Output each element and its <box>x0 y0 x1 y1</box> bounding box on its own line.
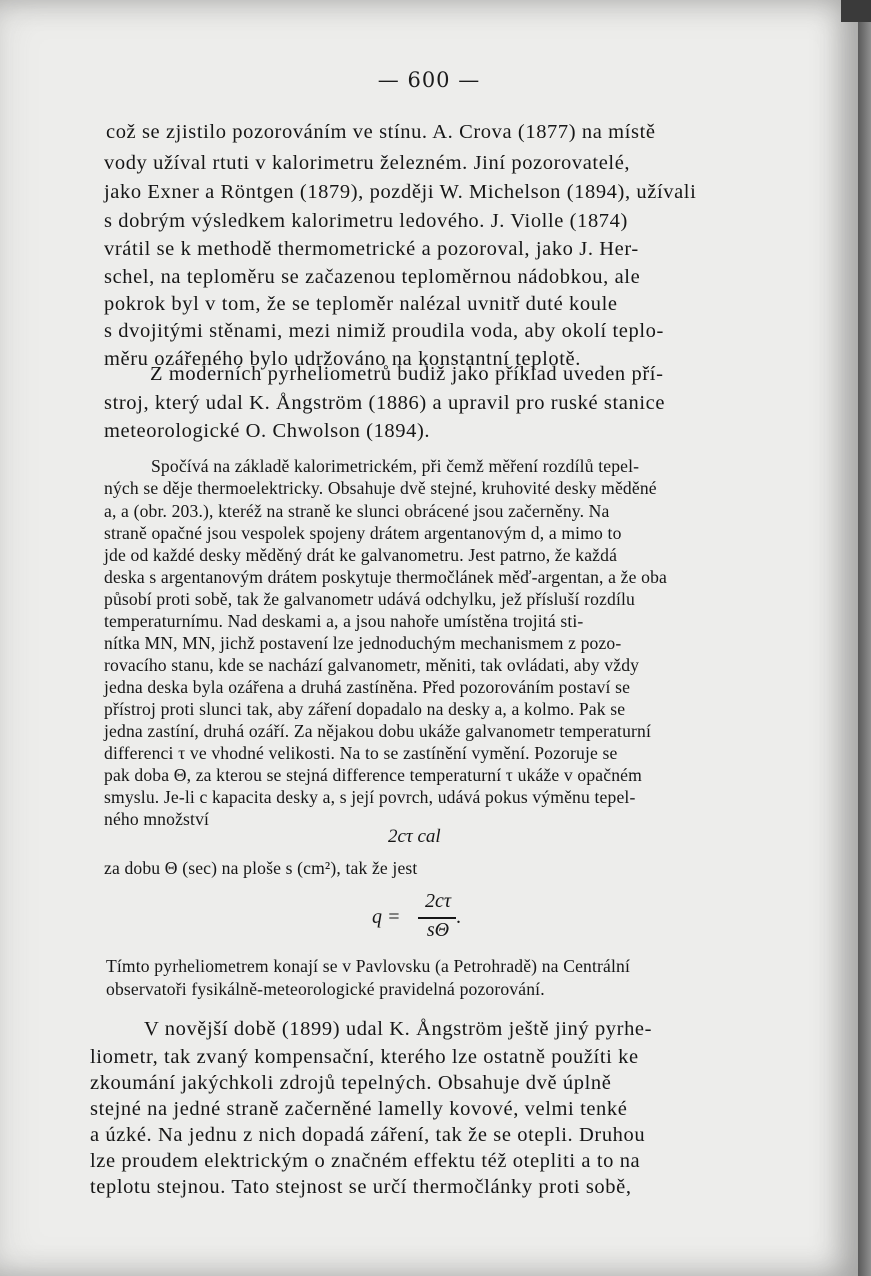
text-line: vrátil se k methodě thermometrické a pozoroval, jako J. Her- <box>104 238 639 260</box>
text-line: lze proudem elektrickým o značném effektu též otepliti a to na <box>90 1150 641 1172</box>
text-line: a úzké. Na jednu z nich dopadá záření, tak že se otepli. Druhou <box>90 1124 646 1146</box>
small-text-line: a, a (obr. 203.), kteréž na straně ke slunci obrácené jsou začerněny. Na <box>104 501 610 521</box>
text-line: stroj, který udal K. Ångström (1886) a upravil pro ruské stanice <box>104 392 666 414</box>
text-line: s dobrým výsledkem kalorimetru ledového. J. Violle (1874) <box>104 210 628 232</box>
small-text-line: nítka MN, MN, jichž postavení lze jednoduchým mechanismem z pozo- <box>104 633 622 653</box>
text-line: teplotu stejnou. Tato stejnost se určí thermočlánky proti sobě, <box>90 1176 632 1198</box>
text-line: stejné na jedné straně začerněné lamelly kovové, velmi tenké <box>90 1098 628 1120</box>
text-line: meteorologické O. Chwolson (1894). <box>104 420 431 442</box>
small-text-line: differenci τ ve vhodné velikosti. Na to se zastínění vymění. Pozoruje se <box>104 743 618 763</box>
text-line: vody užíval rtuti v kalorimetru železném. Jiní pozorovatelé, <box>104 152 631 174</box>
text-line: což se zjistilo pozorováním ve stínu. A. Crova (1877) na místě <box>106 121 656 143</box>
small-text-line: pak doba Θ, za kterou se stejná difference temperaturní τ ukáže v opačném <box>104 765 642 785</box>
formula-end: . <box>456 906 461 928</box>
small-text-line: Spočívá na základě kalorimetrickém, při čemž měření rozdílů tepel- <box>151 456 640 476</box>
text-line: schel, na teploměru se začazenou teploměrnou nádobkou, ale <box>104 266 641 288</box>
small-text-line: deska s argentanovým drátem poskytuje thermočlánek měď-argentan, a že oba <box>104 567 667 587</box>
small-text-line: ného množství <box>104 809 210 829</box>
formula-lhs: q = <box>372 906 401 928</box>
small-text-line: rovacího stanu, kde se nachází galvanometr, měniti, tak ovládati, aby vždy <box>104 655 640 675</box>
small-text-line: jedna zastíní, druhá ozáří. Za nějakou dobu ukáže galvanometr temperaturní <box>104 721 652 741</box>
text-line: liometr, tak zvaný kompensační, kterého lze ostatně použíti ke <box>90 1046 639 1068</box>
small-text-line: temperaturnímu. Nad deskami a, a jsou nahoře umístěna trojitá sti- <box>104 611 584 631</box>
formula-heat: 2cτ cal <box>388 826 441 847</box>
scan-corner <box>841 0 871 22</box>
text-line: zkoumání jakýchkoli zdrojů tepelných. Obsahuje dvě úplně <box>90 1072 612 1094</box>
page-number: — 600 — <box>377 68 481 92</box>
book-edge <box>858 0 871 1276</box>
text-line: s dvojitými stěnami, mezi nimiž proudila voda, aby okolí teplo- <box>104 320 664 342</box>
text-line: V novější době (1899) udal K. Ångström ještě jiný pyrhe- <box>144 1018 653 1040</box>
small-text-line: smyslu. Je-li c kapacita desky a, s její povrch, udává pokus výměnu tepel- <box>104 787 636 807</box>
small-text-line: působí proti sobě, tak že galvanometr udává odchylku, jež přísluší rozdílu <box>104 589 635 609</box>
text-line: pokrok byl v tom, že se teploměr nalézal uvnitř duté koule <box>104 293 618 315</box>
text-line: jako Exner a Röntgen (1879), později W. Michelson (1894), užívali <box>104 181 697 203</box>
small-text-line: observatoři fysikálně-meteorologické pravidelná pozorování. <box>106 979 545 999</box>
small-text-line: jde od každé desky měděný drát ke galvanometru. Jest patrno, že každá <box>104 545 618 565</box>
text-line: Z moderních pyrheliometrů budiž jako příklad uveden pří- <box>150 363 664 385</box>
small-text-line: straně opačné jsou vespolek spojeny drátem argentanovým d, a mimo to <box>104 523 622 543</box>
formula-numerator: 2cτ <box>424 890 452 912</box>
formula-denominator: sΘ <box>426 919 450 941</box>
small-text-line: přístroj proti slunci tak, aby záření dopadalo na desky a, a kolmo. Pak se <box>104 699 626 719</box>
small-text-line: Tímto pyrheliometrem konají se v Pavlovsku (a Petrohradě) na Centrální <box>106 956 631 976</box>
small-text-line: ných se děje thermoelektricky. Obsahuje dvě stejné, kruhovité desky měděné <box>104 478 657 498</box>
small-text-line: za dobu Θ (sec) na ploše s (cm²), tak že jest <box>104 858 418 878</box>
text-line: měru ozářeného bylo udržováno na konstantní teplotě. <box>104 348 581 370</box>
small-text-line: jedna deska byla ozářena a druhá zastíněna. Před pozorováním postaví se <box>104 677 631 697</box>
